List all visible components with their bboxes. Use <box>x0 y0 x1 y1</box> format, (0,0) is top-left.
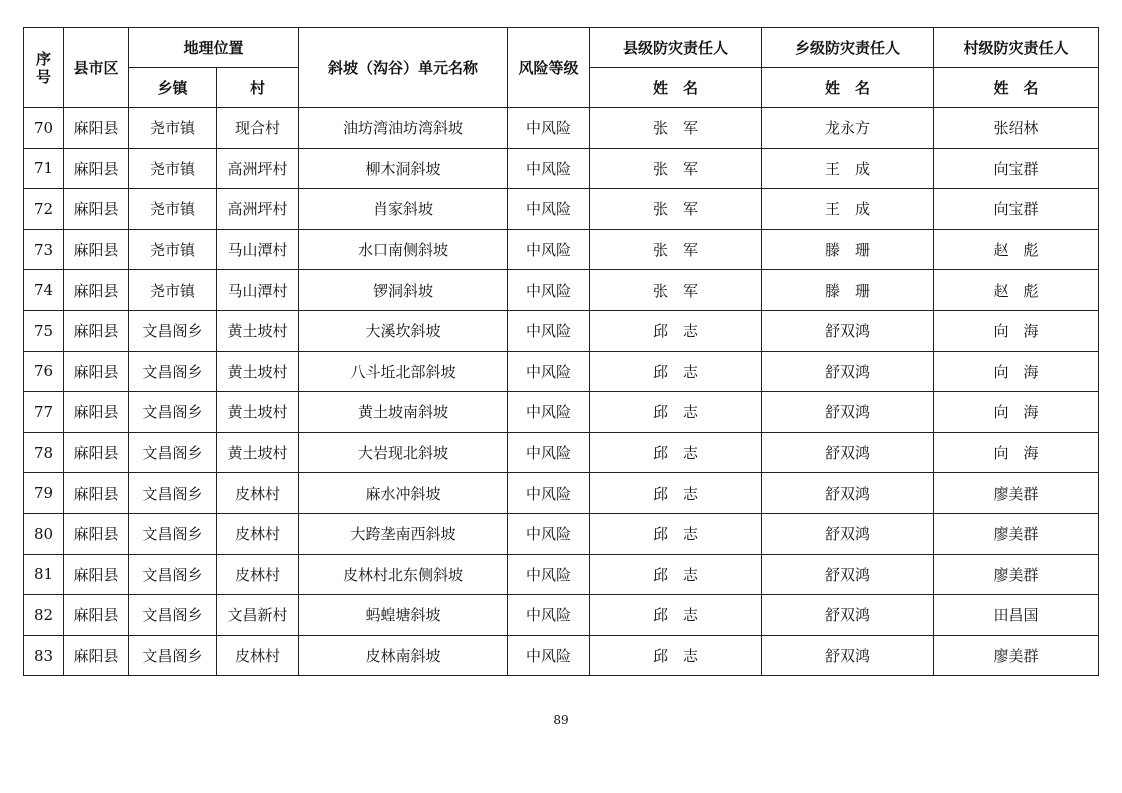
cell-village-responsible: 向 海 <box>934 432 1099 473</box>
cell-risk-level: 中风险 <box>508 635 590 676</box>
cell-slope-name: 皮林村北东侧斜坡 <box>299 554 508 595</box>
cell-county: 麻阳县 <box>64 595 129 636</box>
cell-risk-level: 中风险 <box>508 108 590 149</box>
table-row <box>24 148 1099 189</box>
header-risk-level: 风险等级 <box>508 28 590 108</box>
cell-village-responsible: 赵 彪 <box>934 229 1099 270</box>
cell-county: 麻阳县 <box>64 108 129 149</box>
cell-village: 皮林村 <box>217 473 299 514</box>
cell-town: 尧市镇 <box>129 148 217 189</box>
header-seq-line1: 序 <box>35 49 51 68</box>
table-row <box>24 108 1099 149</box>
header-village-responsible: 村级防灾责任人 <box>934 28 1099 68</box>
cell-town: 文昌阁乡 <box>129 554 217 595</box>
cell-town: 文昌阁乡 <box>129 432 217 473</box>
cell-seq: 77 <box>24 392 64 433</box>
cell-village-responsible: 田昌国 <box>934 595 1099 636</box>
cell-risk-level: 中风险 <box>508 432 590 473</box>
table-row <box>24 270 1099 311</box>
cell-slope-name: 柳木洞斜坡 <box>299 148 508 189</box>
header-county: 县市区 <box>64 28 129 108</box>
cell-slope-name: 大溪坎斜坡 <box>299 310 508 351</box>
cell-county: 麻阳县 <box>64 189 129 230</box>
cell-county-responsible: 邱 志 <box>590 392 762 433</box>
cell-county-responsible: 张 军 <box>590 229 762 270</box>
cell-village: 皮林村 <box>217 635 299 676</box>
cell-village-responsible: 廖美群 <box>934 513 1099 554</box>
cell-town-responsible: 舒双鸿 <box>762 513 934 554</box>
cell-risk-level: 中风险 <box>508 392 590 433</box>
cell-village-responsible: 向宝群 <box>934 189 1099 230</box>
header-seq <box>24 28 64 108</box>
table-row <box>24 473 1099 514</box>
header-slope-name: 斜坡（沟谷）单元名称 <box>299 28 508 108</box>
cell-seq: 79 <box>24 473 64 514</box>
header-town-name-label: 姓 名 <box>762 68 934 108</box>
cell-county-responsible: 邱 志 <box>590 635 762 676</box>
header-town: 乡镇 <box>129 68 217 108</box>
cell-county: 麻阳县 <box>64 432 129 473</box>
cell-seq: 76 <box>24 351 64 392</box>
cell-slope-name: 皮林南斜坡 <box>299 635 508 676</box>
cell-risk-level: 中风险 <box>508 310 590 351</box>
cell-village-responsible: 廖美群 <box>934 473 1099 514</box>
cell-slope-name: 八斗坵北部斜坡 <box>299 351 508 392</box>
header-county-name-label: 姓 名 <box>590 68 762 108</box>
cell-slope-name: 肖家斜坡 <box>299 189 508 230</box>
cell-county-responsible: 邱 志 <box>590 310 762 351</box>
document-sheet <box>23 27 1098 676</box>
cell-county-responsible: 邱 志 <box>590 432 762 473</box>
cell-village: 皮林村 <box>217 554 299 595</box>
cell-village: 皮林村 <box>217 513 299 554</box>
cell-seq: 78 <box>24 432 64 473</box>
cell-town-responsible: 滕 珊 <box>762 229 934 270</box>
cell-town-responsible: 滕 珊 <box>762 270 934 311</box>
cell-town: 尧市镇 <box>129 270 217 311</box>
cell-seq: 71 <box>24 148 64 189</box>
cell-village-responsible: 向 海 <box>934 351 1099 392</box>
header-county-responsible: 县级防灾责任人 <box>590 28 762 68</box>
cell-slope-name: 大跨垄南西斜坡 <box>299 513 508 554</box>
table-header <box>24 28 1099 108</box>
cell-county-responsible: 张 军 <box>590 189 762 230</box>
cell-county-responsible: 张 军 <box>590 108 762 149</box>
table-row <box>24 513 1099 554</box>
cell-town: 文昌阁乡 <box>129 635 217 676</box>
cell-village-responsible: 向 海 <box>934 392 1099 433</box>
cell-town-responsible: 王 成 <box>762 189 934 230</box>
cell-slope-name: 油坊湾油坊湾斜坡 <box>299 108 508 149</box>
cell-seq: 74 <box>24 270 64 311</box>
cell-risk-level: 中风险 <box>508 189 590 230</box>
cell-town: 文昌阁乡 <box>129 351 217 392</box>
cell-seq: 80 <box>24 513 64 554</box>
cell-village-responsible: 廖美群 <box>934 554 1099 595</box>
table-row <box>24 392 1099 433</box>
cell-town: 尧市镇 <box>129 229 217 270</box>
cell-slope-name: 蚂蝗塘斜坡 <box>299 595 508 636</box>
header-village-name-label: 姓 名 <box>934 68 1099 108</box>
cell-village-responsible: 张绍林 <box>934 108 1099 149</box>
cell-village-responsible: 向宝群 <box>934 148 1099 189</box>
cell-county: 麻阳县 <box>64 554 129 595</box>
cell-risk-level: 中风险 <box>508 595 590 636</box>
cell-county: 麻阳县 <box>64 351 129 392</box>
header-town-responsible: 乡级防灾责任人 <box>762 28 934 68</box>
cell-village: 马山潭村 <box>217 270 299 311</box>
cell-county-responsible: 张 军 <box>590 148 762 189</box>
cell-village: 高洲坪村 <box>217 189 299 230</box>
cell-slope-name: 水口南侧斜坡 <box>299 229 508 270</box>
cell-seq: 81 <box>24 554 64 595</box>
cell-town-responsible: 舒双鸿 <box>762 635 934 676</box>
cell-village: 黄土坡村 <box>217 432 299 473</box>
cell-slope-name: 麻水冲斜坡 <box>299 473 508 514</box>
cell-county: 麻阳县 <box>64 148 129 189</box>
cell-village: 黄土坡村 <box>217 392 299 433</box>
cell-town: 文昌阁乡 <box>129 513 217 554</box>
cell-town: 文昌阁乡 <box>129 473 217 514</box>
cell-county-responsible: 邱 志 <box>590 513 762 554</box>
cell-risk-level: 中风险 <box>508 554 590 595</box>
cell-town-responsible: 龙永方 <box>762 108 934 149</box>
cell-village: 黄土坡村 <box>217 351 299 392</box>
cell-seq: 72 <box>24 189 64 230</box>
cell-slope-name: 大岩现北斜坡 <box>299 432 508 473</box>
cell-county: 麻阳县 <box>64 513 129 554</box>
cell-town: 文昌阁乡 <box>129 392 217 433</box>
cell-village: 文昌新村 <box>217 595 299 636</box>
cell-risk-level: 中风险 <box>508 351 590 392</box>
table-row <box>24 635 1099 676</box>
cell-village: 马山潭村 <box>217 229 299 270</box>
cell-county-responsible: 邱 志 <box>590 351 762 392</box>
header-geo-location: 地理位置 <box>129 28 299 68</box>
cell-town-responsible: 王 成 <box>762 148 934 189</box>
cell-slope-name: 黄土坡南斜坡 <box>299 392 508 433</box>
cell-risk-level: 中风险 <box>508 148 590 189</box>
cell-county: 麻阳县 <box>64 473 129 514</box>
cell-town-responsible: 舒双鸿 <box>762 392 934 433</box>
cell-county: 麻阳县 <box>64 270 129 311</box>
cell-county: 麻阳县 <box>64 310 129 351</box>
table-row <box>24 554 1099 595</box>
table-row <box>24 229 1099 270</box>
cell-seq: 75 <box>24 310 64 351</box>
cell-seq: 73 <box>24 229 64 270</box>
cell-county-responsible: 邱 志 <box>590 554 762 595</box>
cell-county-responsible: 邱 志 <box>590 473 762 514</box>
cell-town: 文昌阁乡 <box>129 595 217 636</box>
cell-risk-level: 中风险 <box>508 270 590 311</box>
cell-risk-level: 中风险 <box>508 473 590 514</box>
cell-slope-name: 锣洞斜坡 <box>299 270 508 311</box>
cell-seq: 83 <box>24 635 64 676</box>
cell-town: 尧市镇 <box>129 189 217 230</box>
table-row <box>24 595 1099 636</box>
table-body <box>24 108 1099 676</box>
table-row <box>24 432 1099 473</box>
header-seq-line2: 号 <box>35 67 51 86</box>
cell-village-responsible: 赵 彪 <box>934 270 1099 311</box>
table-row <box>24 189 1099 230</box>
cell-town-responsible: 舒双鸿 <box>762 432 934 473</box>
cell-risk-level: 中风险 <box>508 229 590 270</box>
cell-village-responsible: 廖美群 <box>934 635 1099 676</box>
cell-town-responsible: 舒双鸿 <box>762 351 934 392</box>
cell-seq: 70 <box>24 108 64 149</box>
cell-town: 文昌阁乡 <box>129 310 217 351</box>
page-number: 89 <box>553 713 569 727</box>
cell-town-responsible: 舒双鸿 <box>762 310 934 351</box>
cell-seq: 82 <box>24 595 64 636</box>
cell-town: 尧市镇 <box>129 108 217 149</box>
cell-village: 现合村 <box>217 108 299 149</box>
cell-county-responsible: 邱 志 <box>590 595 762 636</box>
table-row <box>24 351 1099 392</box>
cell-county: 麻阳县 <box>64 229 129 270</box>
cell-town-responsible: 舒双鸿 <box>762 595 934 636</box>
cell-risk-level: 中风险 <box>508 513 590 554</box>
cell-county: 麻阳县 <box>64 635 129 676</box>
table-row <box>24 310 1099 351</box>
cell-village: 黄土坡村 <box>217 310 299 351</box>
cell-town-responsible: 舒双鸿 <box>762 473 934 514</box>
cell-county: 麻阳县 <box>64 392 129 433</box>
header-village: 村 <box>217 68 299 108</box>
cell-county-responsible: 张 军 <box>590 270 762 311</box>
cell-village-responsible: 向 海 <box>934 310 1099 351</box>
disaster-responsibility-table <box>23 27 1099 676</box>
cell-town-responsible: 舒双鸿 <box>762 554 934 595</box>
cell-village: 高洲坪村 <box>217 148 299 189</box>
